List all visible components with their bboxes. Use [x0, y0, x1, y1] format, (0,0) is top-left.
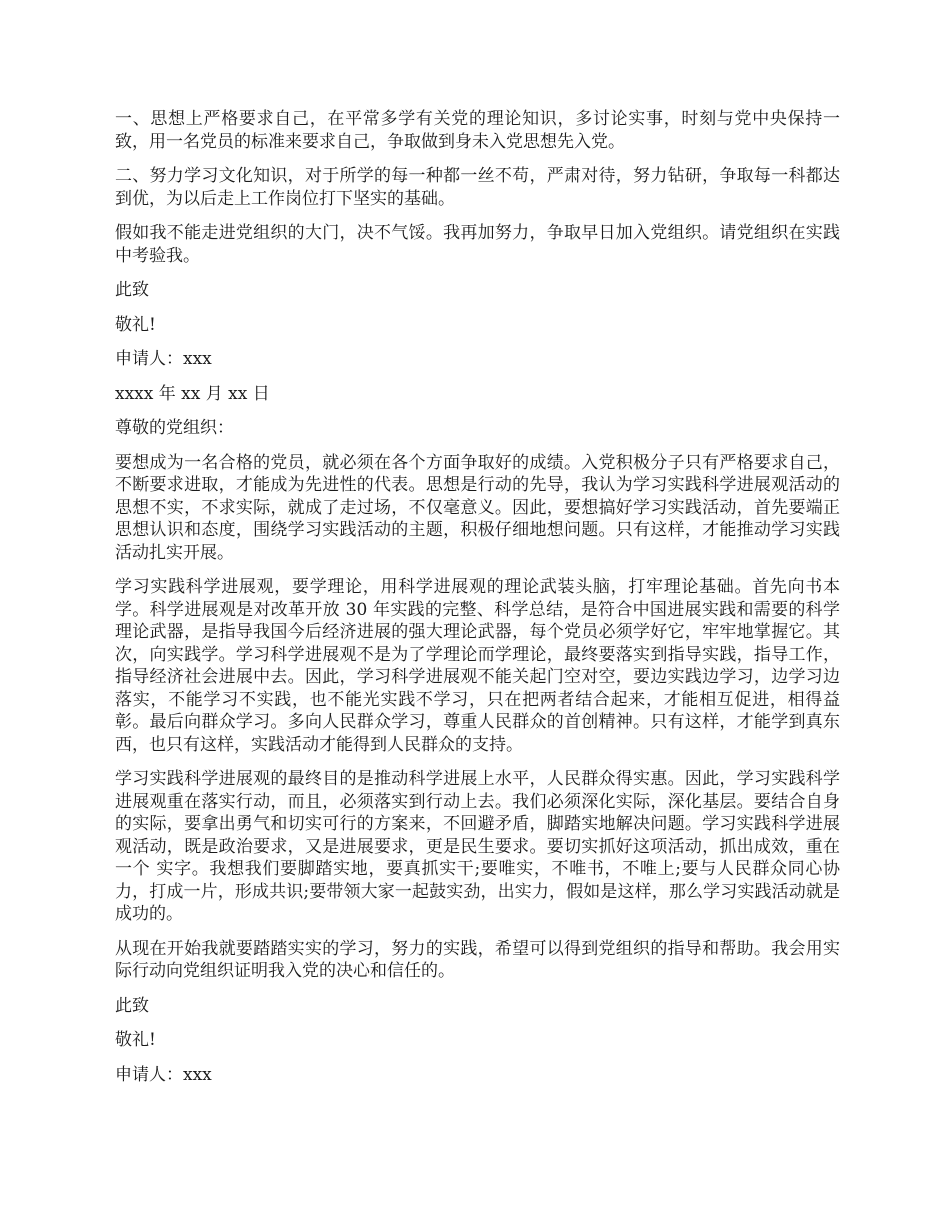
paragraph-body-4: 从现在开始我就要踏踏实实的学习，努力的实践，希望可以得到党组织的指导和帮助。我会用实际行动向党组织证明我入党的决心和信任的。 [115, 938, 840, 981]
salutation-cizhi-2: 此致 [115, 995, 149, 1016]
salutation-cizhi: 此致 [115, 280, 149, 300]
salutation-jingli: 敬礼! [115, 314, 156, 335]
document-page [115, 108, 840, 1098]
letter-greeting: 尊敬的党组织： [115, 418, 234, 438]
salutation-jingli-2: 敬礼! [115, 1030, 156, 1050]
date-line: xxxx 年 xx 月 xx 日 [115, 383, 270, 404]
paragraph-closing-statement: 假如我不能走进党组织的大门，决不气馁。我再加努力，争取早日加入党组织。请党组织在实践中考验我。 [115, 223, 840, 266]
applicant-signature-2: 申请人：xxx [115, 1064, 212, 1085]
paragraph-body-1: 要想成为一名合格的党员，就必须在各个方面争取好的成绩。入党积极分子只有严格要求自己，不断要求进取，才能成为先进性的代表。思想是行动的先导，我认为学习实践科学进展观活动的思想不实，不求实际，就成了走过场，不仅毫意义。因此，要想搞好学习实践活动，首先要端正思想认识和态度，围绕学习实践活动的主题，积极仔细地想问题。只有这样，才能推动学习实践活动扎实开展。 [115, 452, 840, 563]
paragraph-resolution-2: 二、努力学习文化知识，对于所学的每一种都一丝不苟，严肃对待，努力钻研，争取每一科都达到优，为以后走上工作岗位打下坚实的基础。 [115, 166, 840, 209]
applicant-signature: 申请人：xxx [115, 349, 212, 369]
paragraph-body-2: 学习实践科学进展观，要学理论，用科学进展观的理论武装头脑，打牢理论基础。首先向书本学。科学进展观是对改革开放 30 年实践的完整、科学总结，是符合中国进展实践和需要的科学理论武器，是指导我国今后经济进展的强大理论武器，每个党员必须学好它，牢牢地掌握它。其次，向实践学。学习科学进展观不是为了学理论而学理论，最终要落实到指导实践，指导工作，指导经济社会进展中去。因此，学习科学进展观不能关起门空对空，要边实践边学习，边学习边落实，不能学习不实践，也不能光实践不学习，只在把两者结合起来，才能相互促进，相得益彰。最后向群众学习。多向人民群众学习，尊重人民群众的首创精神。只有这样，才能学到真东西，也只有这样，实践活动才能得到人民群众的支持。 [115, 577, 840, 755]
paragraph-body-3: 学习实践科学进展观的最终目的是推动科学进展上水平，人民群众得实惠。因此，学习实践科学进展观重在落实行动，而且，必须落实到行动上去。我们必须深化实际，深化基层。要结合自身的实际，要拿出勇气和切实可行的方案来，不回避矛盾，脚踏实地解决问题。学习实践科学进展观活动，既是政治要求，又是进展要求，更是民生要求。要切实抓好这项活动，抓出成效，重在一个 实字。我想我们要脚踏实地，要真抓实干;要唯实，不唯书，不唯上;要与人民群众同心协力，打成一片，形成共识;要带领大家一起鼓实劲，出实力，假如是这样，那么学习实践活动就是成功的。 [115, 769, 840, 924]
paragraph-resolution-1: 一、思想上严格要求自己，在平常多学有关党的理论知识，多讨论实事，时刻与党中央保持一致，用一名党员的标准来要求自己，争取做到身未入党思想先入党。 [115, 109, 840, 152]
